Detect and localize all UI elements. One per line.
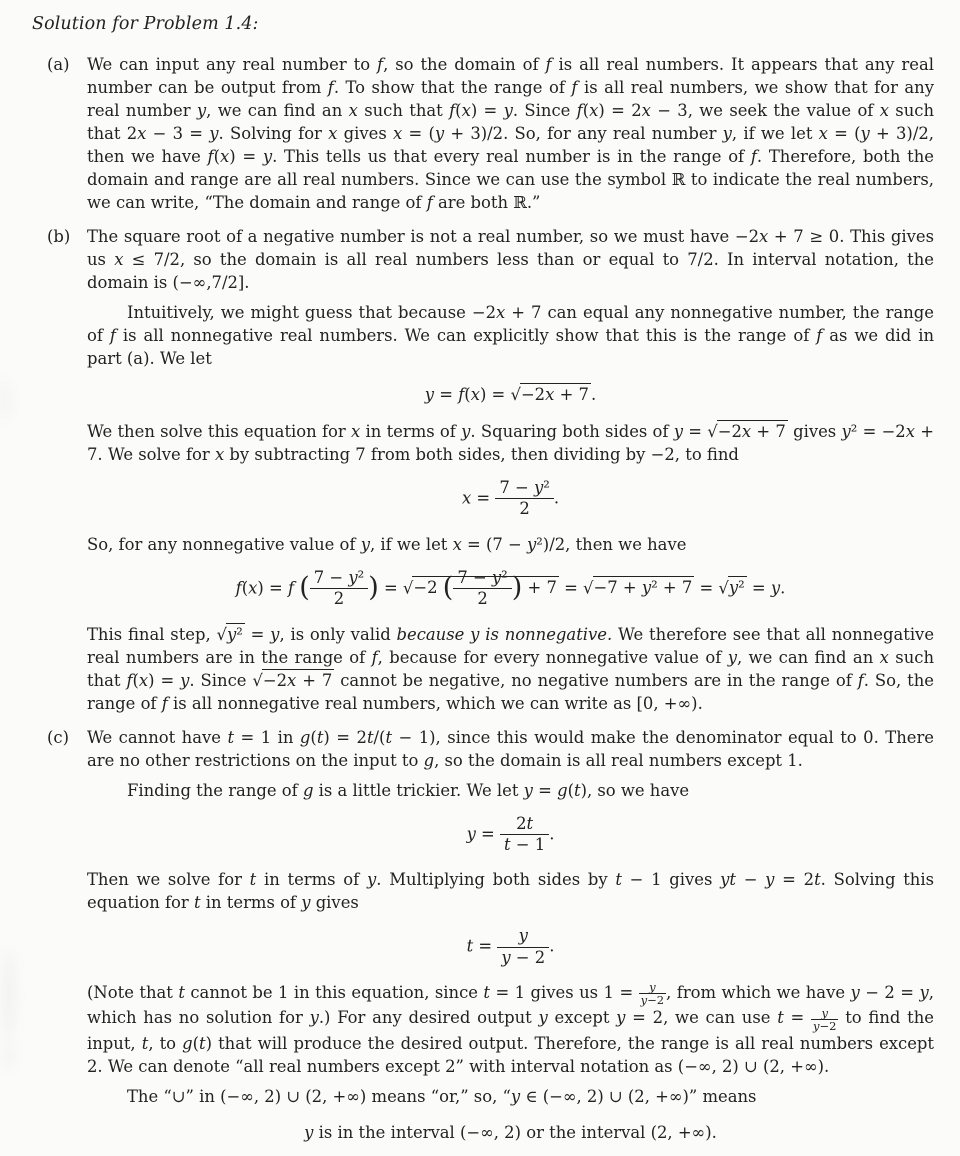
- paragraph: Finding the range of g is a little trickier. We let y = g(t), so we have: [127, 780, 690, 800]
- paragraph: The “∪” in (−∞, 2) ∪ (2, +∞) means “or,” so, “y ∈ (−∞, 2) ∪ (2, +∞)” means: [127, 1086, 757, 1106]
- part-body-a: [87, 53, 935, 216]
- display-equation: y = $\frac{2t}{t - 1}$ .: [466, 813, 555, 854]
- paragraph: Intuitively, we might guess that because −2x + 7 can equal any nonnegative number, the range of f is all nonnegative real numbers. We can explicitly show that this is the range of f as we did in part (a). We let: [87, 303, 935, 368]
- part-label-b: (b): [47, 227, 71, 246]
- paragraph: So, for any nonnegative value of y, if we let x = (7 − y²)/2, then we have: [87, 534, 687, 554]
- paragraph: We can input any real number to f, so the domain of f is all real numbers. It appears that any real number can be output from f. To show that the range of f is all real numbers, we show that for any real number y, we can find an x such that f(x) = y. Since f(x) = 2x − 3, we seek the value of x such that 2x − 3 = y. Solving for x gives x = (y + 3)/2. So, for any real number y, if we let x = (y + 3)/2, then we have f(x) = y. This tells us that every real number is in the range of f. Therefore, both the domain and range are all real numbers. Since we can use the symbol ℝ to indicate the real numbers, we can write, “The domain and range of f are both ℝ.”: [87, 55, 935, 212]
- part-label-c: (c): [47, 727, 69, 747]
- paragraph: (Note that t cannot be 1 in this equation, since t = 1 gives us 1 = $\frac{y}{y-2}$ , from which we have y − 2 = y, which has no solution for y.) For any desired output y except y = 2, we can use t = $\frac{y}{y-2}$ to find the input, t, to g(t) that will produce the desired output. Therefore, the range is all real numbers except 2. We can denote “all real numbers except 2” with interval notation as (−∞, 2) ∪ (2, +∞).: [87, 980, 934, 1076]
- scan-smudge: [4, 1040, 14, 1070]
- display-equation: f(x) = f ( $\frac{\text{7 − y²}}{2}$ ) = √−2 ( $\frac{\text{7 − y²}}{2}$ ) + 7 = √−7 + y² + 7 = √y² = y.: [235, 567, 786, 609]
- paragraph: We then solve this equation for x in terms of y. Squaring both sides of y = √−2x + 7 gives y² = −2x + 7. We solve for x by subtracting 7 from both sides, then dividing by −2, to find: [87, 422, 934, 464]
- paragraph: The square root of a negative number is not a real number, so we must have −2x + 7 ≥ 0. This gives us x ≤ 7/2, so the domain is all real numbers less than or equal to 7/2. In interval notation, the domain is (−∞,7/2].: [87, 227, 934, 292]
- scan-smudge: [2, 950, 16, 1040]
- part-label-a: (a): [47, 55, 70, 74]
- solution-part-a: [30, 53, 935, 216]
- solution-part-c: [30, 726, 935, 1144]
- paragraph: This final step, √y² = y, is only valid because y is nonnegative. We therefore see that all nonnegative real numbers are in the range of f, because for every nonnegative value of y, we can find an x such that f(x) = y. Since √−2x + 7 cannot be negative, no negative numbers are in the range of f. So, the range of f is all nonnegative real numbers, which we can write as [0, +∞).: [87, 624, 935, 713]
- paragraph: Then we solve for t in terms of y. Multiplying both sides by t − 1 gives yt − y = 2t. Solving this equation for t in terms of y gives: [87, 870, 935, 913]
- centered-line: y is in the interval (−∞, 2) or the interval (2, +∞).: [304, 1122, 717, 1142]
- part-body-b: [87, 225, 935, 717]
- paragraph: We cannot have t = 1 in g(t) = 2t/(t − 1), since this would make the denominator equal to 0. There are no other restrictions on the input to g, so the domain is all real numbers except 1.: [87, 727, 934, 770]
- page-title: Solution for Problem 1.4:: [32, 14, 259, 34]
- part-body-c: [87, 726, 935, 1144]
- solution-part-b: [30, 225, 935, 717]
- display-equation: t = $\frac{y}{y - 2}$ .: [466, 926, 555, 967]
- scan-smudge: [0, 380, 10, 420]
- display-equation: x = $\frac{\text{7 − y²}}{2}$ .: [461, 478, 560, 519]
- solution-parts-container: [30, 53, 935, 1144]
- display-equation: y = f(x) = √−2x + 7 .: [424, 385, 597, 404]
